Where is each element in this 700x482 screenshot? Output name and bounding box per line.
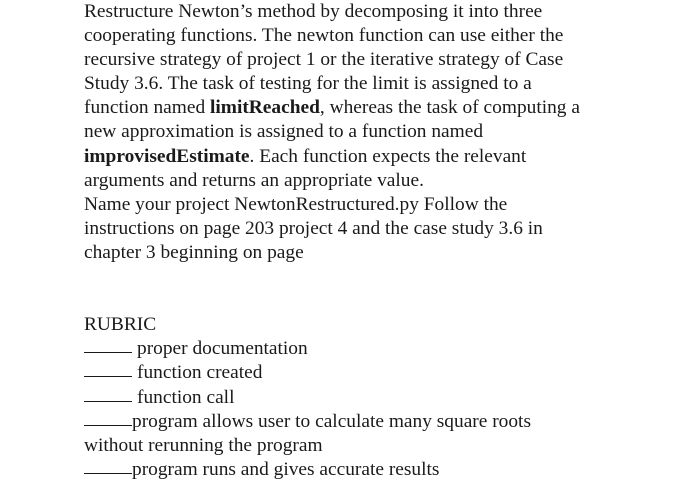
score-blank	[84, 351, 132, 353]
rubric-item	[84, 361, 684, 385]
assignment-document	[84, 0, 684, 482]
paragraph-line-11: chapter 3 beginning on page	[84, 241, 304, 263]
score-blank	[84, 375, 132, 377]
paragraph-line-4: Study 3.6. The task of testing for the limit is assigned to a	[84, 73, 532, 95]
rubric-item-label: program runs and gives accurate results	[132, 458, 440, 480]
rubric-item	[84, 458, 684, 482]
rubric-heading: RUBRIC	[84, 314, 157, 336]
paragraph-line-3: recursive strategy of project 1 or the iterative strategy of Case	[84, 49, 564, 71]
rubric-item-continuation: without rerunning the program	[84, 434, 323, 456]
rubric-item	[84, 386, 684, 410]
spacer	[84, 265, 684, 313]
paragraph-line-8: arguments and returns an appropriate value.	[84, 169, 424, 191]
rubric-item-label: proper documentation	[137, 338, 308, 360]
improvised-estimate-function-name: improvisedEstimate	[84, 145, 250, 167]
rubric-item-label: function call	[137, 386, 235, 408]
rubric-item-label: function created	[137, 362, 263, 384]
paragraph-line-10: instructions on page 203 project 4 and the case study 3.6 in	[84, 217, 543, 239]
paragraph-line-6: new approximation is assigned to a function named	[84, 121, 484, 143]
score-blank	[84, 472, 132, 474]
rubric-item	[84, 410, 684, 434]
paragraph-line-7	[84, 145, 684, 169]
line-5-suffix: , whereas the task of computing a	[319, 97, 580, 119]
rubric-item	[84, 337, 684, 361]
score-blank	[84, 400, 132, 402]
line-7-suffix: . Each function expects the relevant	[249, 145, 527, 167]
paragraph-line-9: Name your project NewtonRestructured.py Follow the	[84, 193, 508, 215]
rubric-item-label: program allows user to calculate many square roots	[132, 410, 531, 432]
paragraph-line-5	[84, 96, 684, 120]
line-5-prefix: function named	[84, 97, 211, 119]
paragraph-line-2: cooperating functions. The newton function can use either the	[84, 25, 564, 47]
limit-reached-function-name: limitReached	[210, 97, 320, 119]
paragraph-line-1: Restructure Newton’s method by decomposing it into three	[84, 1, 543, 22]
score-blank	[84, 424, 132, 426]
